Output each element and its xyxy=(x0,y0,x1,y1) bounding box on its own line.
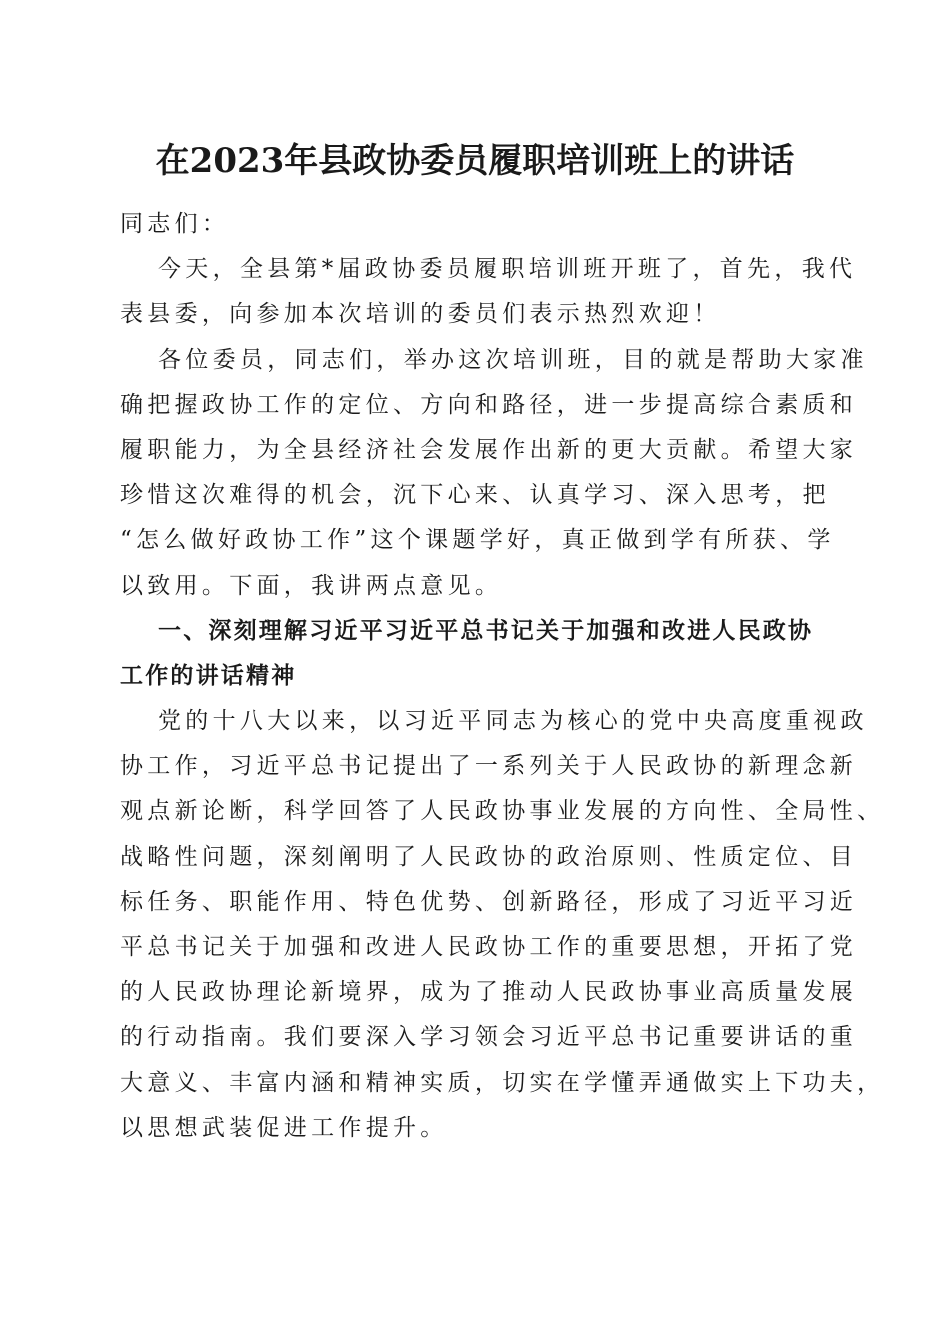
document-body xyxy=(120,202,885,1151)
paragraph-2-line-3: 履职能力，为全县经济社会发展作出新的更大贡献。希望大家 xyxy=(120,436,858,463)
paragraph-2-line-2: 确把握政协工作的定位、方向和路径，进一步提高综合素质和 xyxy=(120,391,858,418)
paragraph-3-line-6: 平总书记关于加强和改进人民政协工作的重要思想，开拓了党 xyxy=(120,934,858,960)
paragraph-2-line-6: 以致用。下面，我讲两点意见。 xyxy=(120,572,503,599)
salutation-line: 同志们： xyxy=(120,211,230,237)
section-heading-line-1: 一、深刻理解习近平习近平总书记关于加强和改进人民政协 xyxy=(158,617,814,644)
paragraph-3-line-1: 党的十八大以来，以习近平同志为核心的党中央高度重视政 xyxy=(158,708,868,735)
paragraph-2-line-4: 珍惜这次难得的机会，沉下心来、认真学习、深入思考，把 xyxy=(120,482,830,509)
paragraph-3-line-5: 标任务、职能作用、特色优势、创新路径，形成了习近平习近 xyxy=(120,888,858,915)
paragraph-1-line-2: 表县委，向参加本次培训的委员们表示热烈欢迎！ xyxy=(120,301,721,328)
paragraph-3-line-8: 的行动指南。我们要深入学习领会习近平总书记重要讲话的重 xyxy=(120,1024,858,1051)
paragraph-3-line-7: 的人民政协理论新境界，成为了推动人民政协事业高质量发展 xyxy=(120,979,858,1006)
paragraph-3-line-9: 大意义、丰富内涵和精神实质，切实在学懂弄通做实上下功夫， xyxy=(120,1069,885,1096)
paragraph-2-line-1: 各位委员，同志们，举办这次培训班，目的就是帮助大家准 xyxy=(158,346,868,373)
paragraph-3-line-2: 协工作，习近平总书记提出了一系列关于人民政协的新理念新 xyxy=(120,753,858,780)
paragraph-3-line-4: 战略性问题，深刻阐明了人民政协的政治原则、性质定位、目 xyxy=(120,843,858,870)
paragraph-3-line-10: 以思想武装促进工作提升。 xyxy=(120,1114,448,1141)
paragraph-2-line-5: “怎么做好政协工作”这个课题学好，真正做到学有所获、学 xyxy=(120,527,835,554)
document-title: 在2023年县政协委员履职培训班上的讲话 xyxy=(155,141,795,181)
section-heading-line-2: 工作的讲话精神 xyxy=(120,662,297,689)
paragraph-3-line-3: 观点新论断，科学回答了人民政协事业发展的方向性、全局性、 xyxy=(120,798,885,825)
paragraph-1-line-1: 今天，全县第*届政协委员履职培训班开班了，首先，我代 xyxy=(158,256,857,283)
